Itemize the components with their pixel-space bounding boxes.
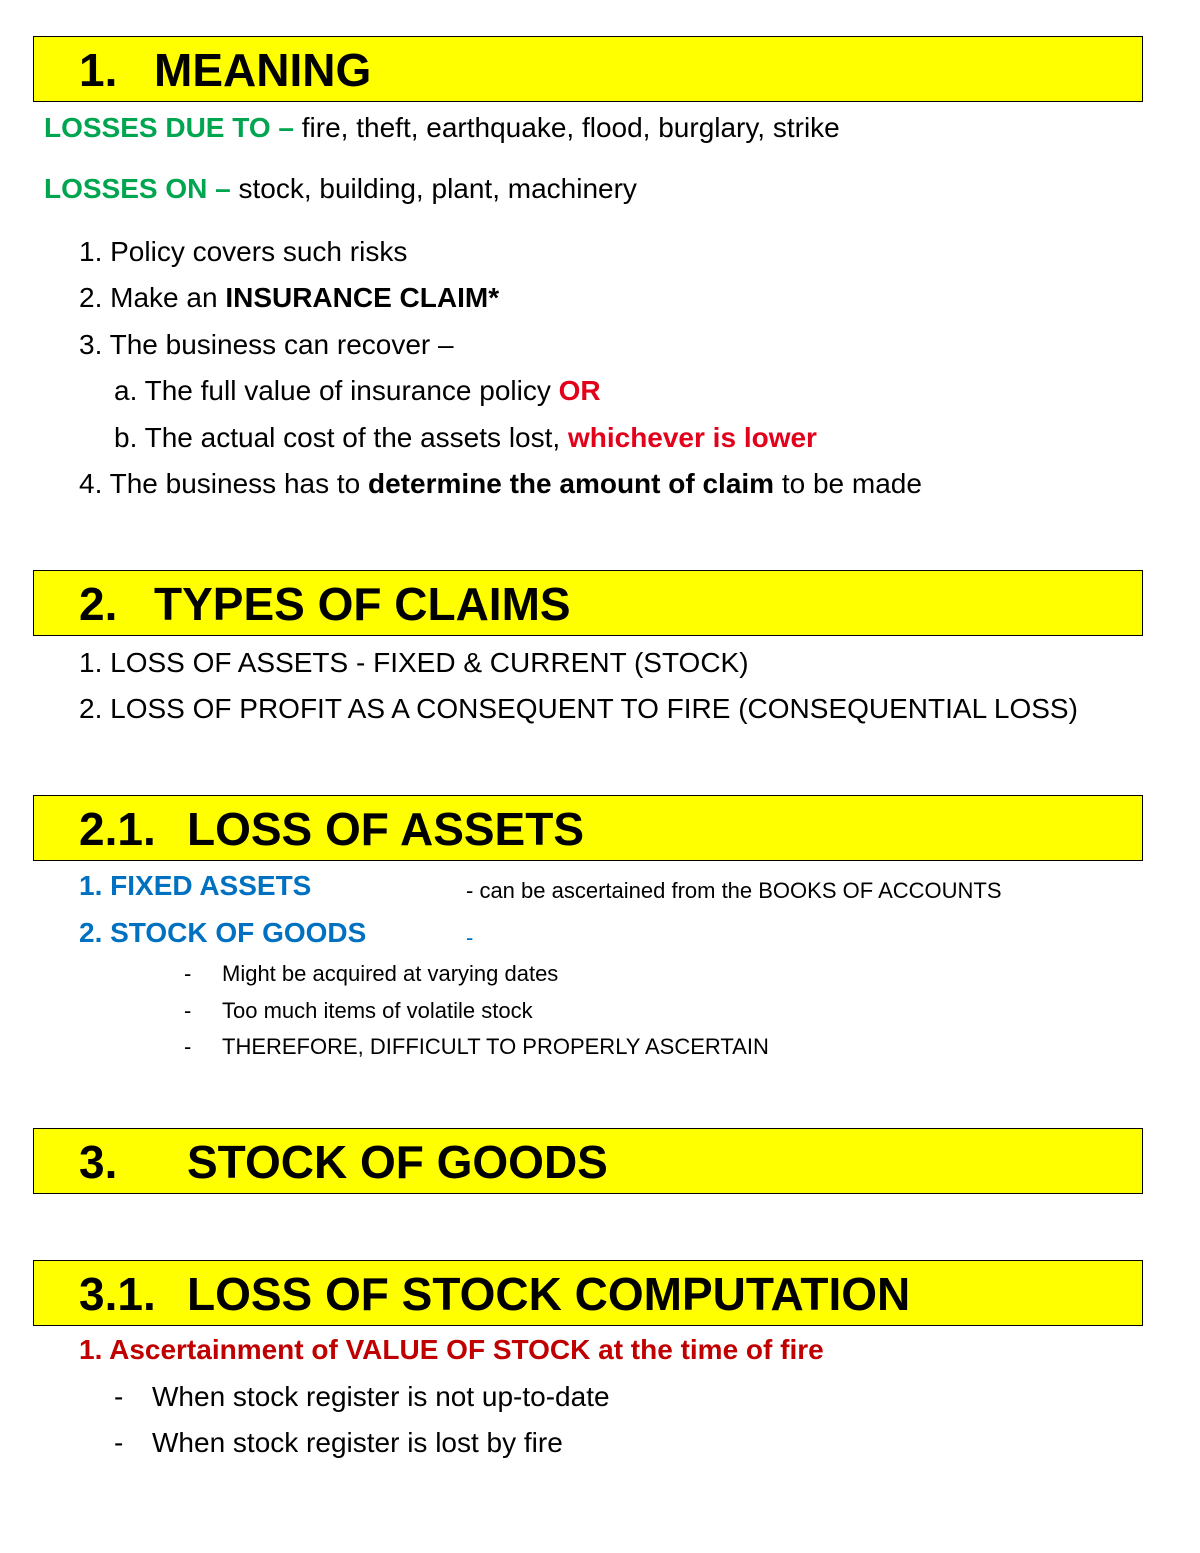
- item3a-text: a. The full value of insurance policy: [114, 375, 559, 406]
- item3b-emphasis: whichever is lower: [567, 422, 817, 453]
- heading-number: 2.: [79, 578, 118, 630]
- heading-stock-of-goods: [33, 1128, 1143, 1194]
- losses-due-line: [44, 111, 840, 145]
- heading-title: MEANING: [154, 44, 372, 96]
- heading-number: 1.: [79, 44, 118, 96]
- meaning-item-3: 3. The business can recover –: [79, 329, 454, 360]
- stock-of-goods-label: 2. STOCK OF GOODS: [79, 917, 367, 948]
- meaning-item-3b: [114, 421, 817, 455]
- item4-post: to be made: [774, 468, 922, 499]
- item4-bold: determine the amount of claim: [368, 468, 775, 499]
- heading-loss-of-stock-computation: [33, 1260, 1143, 1326]
- heading-types-of-claims: [33, 570, 1143, 636]
- types-item-2: 2. LOSS OF PROFIT AS A CONSEQUENT TO FIRE (CONSEQUENTIAL LOSS): [79, 693, 1078, 724]
- loss-stock-item-1: 1. Ascertainment of VALUE OF STOCK at the time of fire: [79, 1334, 824, 1365]
- meaning-item-2: [79, 281, 499, 315]
- heading-title: STOCK OF GOODS: [187, 1136, 608, 1188]
- losses-due-label: LOSSES DUE TO –: [44, 112, 294, 143]
- meaning-item-1: 1. Policy covers such risks: [79, 236, 408, 267]
- item4-pre: 4. The business has to: [79, 468, 368, 499]
- list-item: - When stock register is not up-to-date: [114, 1381, 610, 1412]
- heading-number: 3.: [79, 1136, 118, 1188]
- losses-due-text: fire, theft, earthquake, flood, burglary, strike: [294, 112, 840, 143]
- losses-on-text: stock, building, plant, machinery: [230, 173, 637, 204]
- heading-title: LOSS OF STOCK COMPUTATION: [187, 1268, 911, 1320]
- list-item: - THEREFORE, DIFFICULT TO PROPERLY ASCERTAIN: [184, 1034, 769, 1059]
- item2-bold: INSURANCE CLAIM*: [225, 282, 500, 313]
- list-item: - When stock register is lost by fire: [114, 1427, 563, 1458]
- item3b-text: b. The actual cost of the assets lost,: [114, 422, 568, 453]
- heading-number: 3.1.: [79, 1268, 156, 1320]
- stock-of-goods-note: -: [466, 925, 474, 950]
- item2-text: 2. Make an: [79, 282, 226, 313]
- losses-on-line: [44, 172, 637, 206]
- heading-title: LOSS OF ASSETS: [187, 803, 585, 855]
- types-item-1: 1. LOSS OF ASSETS - FIXED & CURRENT (STOCK): [79, 647, 749, 678]
- meaning-item-3a: [114, 374, 601, 408]
- meaning-item-4: [79, 467, 922, 501]
- list-item: - Might be acquired at varying dates: [184, 961, 559, 986]
- list-item: - Too much items of volatile stock: [184, 998, 533, 1023]
- fixed-assets-note: - can be ascertained from the BOOKS OF ACCOUNTS: [466, 878, 1002, 903]
- fixed-assets-label: 1. FIXED ASSETS: [79, 870, 312, 901]
- item3a-or: OR: [558, 375, 601, 406]
- heading-loss-of-assets: [33, 795, 1143, 861]
- heading-title: TYPES OF CLAIMS: [154, 578, 571, 630]
- heading-number: 2.1.: [79, 803, 156, 855]
- losses-on-label: LOSSES ON –: [44, 173, 231, 204]
- heading-meaning: [33, 36, 1143, 102]
